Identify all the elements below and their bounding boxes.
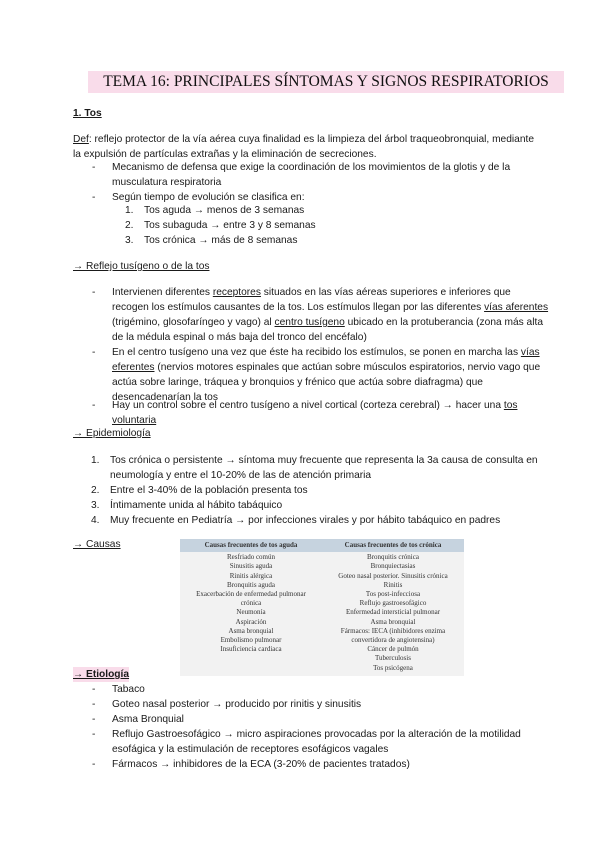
table-cell: Embolismo pulmonar [220,636,282,645]
list-item: neumología y entre el 10-20% de las de atención primaria [110,470,372,481]
table-cell: Enfermedad intersticial pulmonar [345,608,441,617]
list-item: 2. Tos subaguda → entre 3 y 8 semanas [125,220,316,231]
table-cell: Bronquitis aguda [226,580,276,589]
definition-paragraph [73,132,543,162]
table-cell: convertidora de angiotensina) [351,636,435,645]
list-item: - En el centro tusígeno una vez que éste ha recibido los estímulos, se ponen en marcha las vías eferentes (nervios motores espinales que actúan sobre músculos espiratorios, nervio vago que actúa sobre laringe, tráquea y bronquios y frénico que actúa sobre diafragma) que desencadenarían la tos [92,345,550,405]
tos-bullet-list [92,160,544,205]
section-heading-causas: → Causas [73,539,121,550]
table-cell: Rinitis [383,580,403,589]
list-item: - Mecanismo de defensa que exige la coordinación de los movimientos de la glotis y de la musculatura respiratoria [92,160,544,190]
list-item: - Hay un control sobre el centro tusígeno a nivel cortical (corteza cerebral) → hacer una tos voluntaria [92,398,550,428]
table-cell: Reflujo gastroesofágico [359,599,427,608]
causes-table [180,539,464,676]
table-cell: Tos post-infecciosa [365,590,421,599]
list-item: 1. Tos crónica o persistente → síntoma muy frecuente que representa la 3a causa de consulta en [91,455,538,466]
table-header-acute: Causas frecuentes de tos aguda [180,539,322,552]
table-cell: Sinusitis aguda [229,562,273,571]
acute-causes-cell [180,552,322,676]
table-cell: Exacerbación de enfermedad pulmonar [196,590,306,599]
chronic-causes-cell [322,552,464,676]
table-cell: Tos psicógena [373,663,413,672]
list-item: - Asma Bronquial [92,712,552,727]
section-heading-tos: 1. Tos [73,108,102,119]
section-heading-etiologia: → Etiología [73,669,130,680]
reflejo-bullet-list [92,285,550,405]
list-item: 1. Tos aguda → menos de 3 semanas [125,205,305,216]
section-heading-reflejo: → Reflejo tusígeno o de la tos [73,261,210,272]
table-cell: Bronquiectasias [370,562,416,571]
list-item: - Intervienen diferentes receptores situados en las vías aéreas superiores e inferiores que recogen los estímulos causantes de la tos. Los estímulos llegan por las diferentes vías aferentes (trigémino, glosofaríngeo y vago) al centro tusígeno ubicado en la protuberancia (zona más alta de la médula espinal o más baja del tronco del encéfalo) [92,285,550,345]
definition-text: : reflejo protector de la vía aérea cuya finalidad es la limpieza del árbol traqueobronquial, mediante la expulsión de partículas extrañas y la eliminación de secreciones. [73,134,534,160]
list-item: 3. Tos crónica → más de 8 semanas [125,235,298,246]
tos-classification-list [125,203,316,248]
list-item: - Tabaco [92,682,552,697]
table-cell: Fármacos: IECA (inhibidores enzima [340,626,446,635]
etiologia-list [92,682,552,772]
list-item: - Según tiempo de evolución se clasifica en: [92,190,544,205]
table-cell: Resfriado común [226,553,275,562]
table-cell: Aspiración [235,617,267,626]
page-title: TEMA 16: PRINCIPALES SÍNTOMAS Y SIGNOS RESPIRATORIOS [88,71,564,93]
table-cell: Bronquitis crónica [367,553,419,562]
section-heading-epidemiologia: → Epidemiología [73,428,151,439]
list-item: 4. Muy frecuente en Pediatría → por infecciones virales y por hábito tabáquico en padres [91,515,501,526]
table-cell: Goteo nasal posterior. Sinusitis crónica [338,571,448,580]
table-cell: Asma bronquial [228,626,274,635]
list-item: 2. Entre el 3-40% de la población presenta tos [91,485,308,496]
reflejo-control-list [92,398,550,428]
table-cell: Tuberculosis [375,654,411,663]
list-item: - Goteo nasal posterior → producido por rinitis y sinusitis [92,697,552,712]
list-item: - Reflujo Gastroesofágico → micro aspiraciones provocadas por la alteración de la motilidad esofágica y la estimulación de receptores esofágicos vagales [92,727,552,757]
table-cell: Neumonía [236,608,266,617]
table-cell: crónica [240,599,262,608]
list-item: 3. Íntimamente unida al hábito tabáquico [91,500,283,511]
table-cell: Asma bronquial [370,617,416,626]
table-cell: Rinitis alérgica [229,571,273,580]
epidemiologia-list [91,453,538,528]
list-item: - Fármacos → inhibidores de la ECA (3-20% de pacientes tratados) [92,757,552,772]
table-cell: Insuficiencia cardiaca [220,645,282,654]
definition-label: Def [73,134,89,145]
table-header-chronic: Causas frecuentes de tos crónica [322,539,464,552]
table-cell: Cáncer de pulmón [367,645,419,654]
